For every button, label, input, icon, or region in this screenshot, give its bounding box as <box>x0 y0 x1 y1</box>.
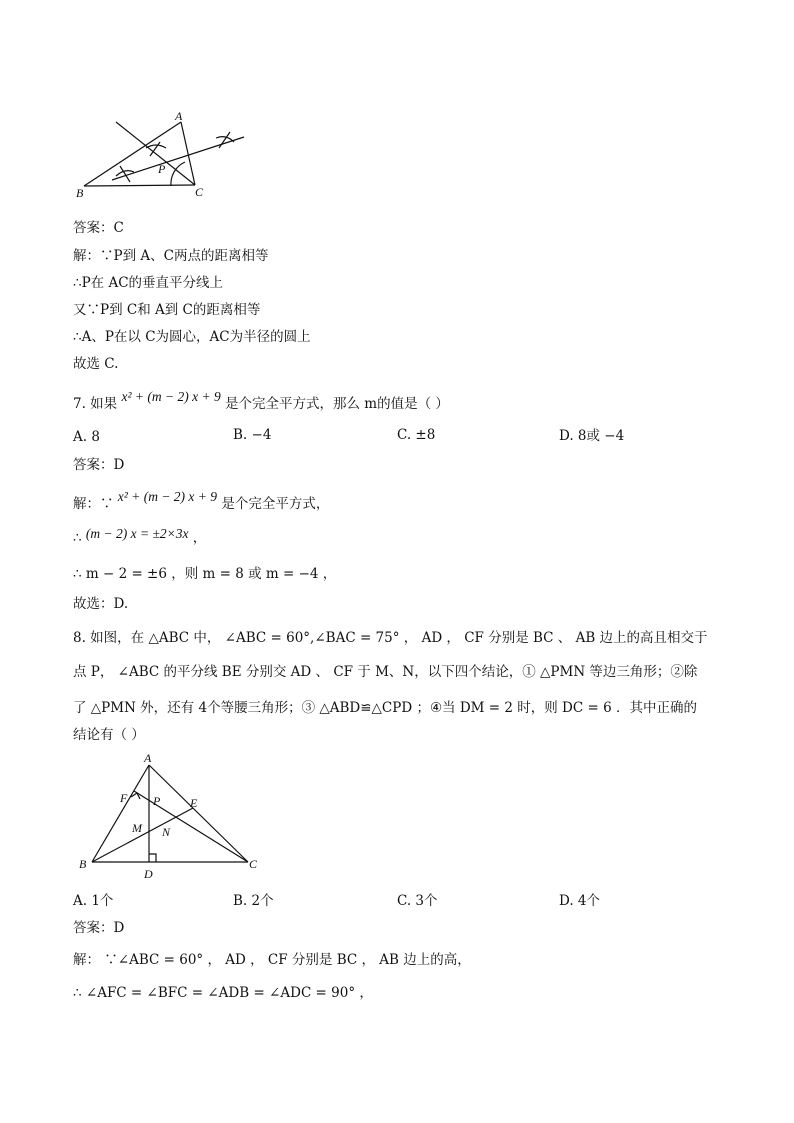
choose-6: 故选 C. <box>73 356 119 372</box>
solution-7-line-2-expression: (m − 2) x = ±2×3x <box>85 526 189 541</box>
q7-option-d[interactable]: D. 8或 −4 <box>559 428 625 444</box>
answer-7: 答案：D <box>73 457 125 473</box>
q8-option-b[interactable]: B. 2个 <box>233 893 274 909</box>
solution-7-line-2 <box>73 528 206 548</box>
question-8-line-1: 8. 如图，在 △ABC 中， ∠ABC = 60°,∠BAC = 75° ， AD ， CF 分别是 BC 、 AB 边上的高且相交于 <box>73 630 708 646</box>
solution-8-line-1: 解： ∵∠ABC = 60° ， AD ， CF 分别是 BC ， AB 边上的高， <box>73 952 471 968</box>
question-8-line-4: 结论有（ ） <box>73 727 145 743</box>
q7-option-a[interactable]: A. 8 <box>73 429 100 445</box>
fig1-label-b: B <box>76 186 84 200</box>
figure-perpendicular-bisector <box>74 108 254 200</box>
solution-7-line-2-suffix: ， <box>192 530 207 546</box>
choose-7: 故选：D. <box>73 596 129 612</box>
fig1-label-a: A <box>175 109 183 123</box>
solution-7-prefix: 解：∵ <box>73 496 114 512</box>
fig2-label-f: F <box>120 791 128 805</box>
solution-8-line-2: ∴ ∠AFC = ∠BFC = ∠ADB = ∠ADC = 90° ， <box>73 985 373 1001</box>
fig2-label-n: N <box>162 825 171 839</box>
answer-6: 答案：C <box>73 220 124 236</box>
question-8-line-3: 了 △PMN 外，还有 4个等腰三角形；③ △ABD≌△CPD ；④当 DM = 2 时，则 DC = 6 ．其中正确的 <box>73 700 697 716</box>
answer-8: 答案：D <box>73 920 125 936</box>
solution-6-line-3: 又∵P到 C和 A到 C的距离相等 <box>73 302 261 318</box>
question-7-suffix: 是个完全平方式，那么 m的值是（ ） <box>225 396 449 412</box>
fig2-label-a: A <box>144 751 152 765</box>
fig2-label-b: B <box>79 857 87 871</box>
q8-option-c[interactable]: C. 3个 <box>397 893 438 909</box>
fig2-label-m: M <box>132 821 142 835</box>
solution-6-line-4: ∴A、P在以 C为圆心，AC为半径的圆上 <box>73 329 311 345</box>
fig1-label-p: P <box>158 162 166 176</box>
solution-6-line-2: ∴P在 AC的垂直平分线上 <box>73 275 224 291</box>
solution-7-expression: x² + (m − 2) x + 9 <box>117 489 218 504</box>
solution-7-line-1 <box>73 489 330 514</box>
question-7-prefix: 7. 如果 <box>73 396 118 412</box>
q7-option-b[interactable]: B. −4 <box>233 427 272 443</box>
fig2-label-p: P <box>153 794 161 808</box>
solution-7-line-2-prefix: ∴ <box>73 530 82 546</box>
fig2-label-d: D <box>144 867 153 881</box>
fig2-label-c: C <box>249 857 258 871</box>
q7-option-c[interactable]: C. ±8 <box>397 427 436 443</box>
fig2-label-e: E <box>190 796 198 810</box>
fig1-label-c: C <box>195 185 204 199</box>
solution-7-suffix: 是个完全平方式， <box>221 496 330 512</box>
figure-triangle-abc <box>76 750 266 885</box>
question-8-line-2: 点 P， ∠ABC 的平分线 BE 分别交 AD 、 CF 于 M、N，以下四个结论，① △PMN 等边三角形；②除 <box>73 664 698 680</box>
q8-option-a[interactable]: A. 1个 <box>73 893 114 909</box>
solution-6-line-1: 解：∵P到 A、C两点的距离相等 <box>73 248 269 264</box>
solution-7-line-3: ∴ m − 2 = ±6 ，则 m = 8 或 m = −4 ， <box>73 566 337 582</box>
q8-option-d[interactable]: D. 4个 <box>559 893 601 909</box>
question-7-expression: x² + (m − 2) x + 9 <box>121 389 221 404</box>
question-7 <box>73 389 449 414</box>
